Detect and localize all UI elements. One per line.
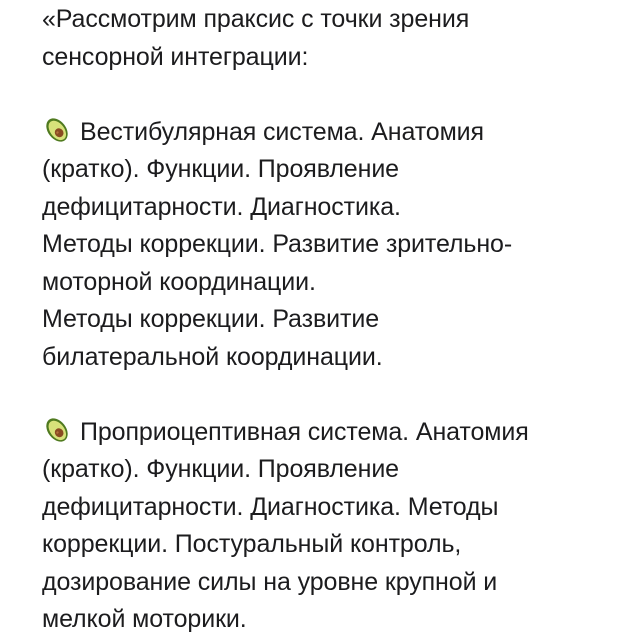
avocado-icon [42,117,72,143]
section-2-line-6: мелкой моторики. [42,605,247,633]
section-2-line-3: дефицитарности. Диагностика. Методы [42,492,499,521]
section-2-line-2: (кратко). Функции. Проявление [42,455,399,483]
section-2-line-5: дозирование силы на уровне крупной и [42,567,498,596]
section-1-line-2: (кратко). Функции. Проявление [42,155,399,183]
section-1-line-7: билатеральной координации. [42,342,383,371]
section-1-line-3: дефицитарности. Диагностика. [42,192,401,221]
section-2-line-4: коррекции. Постуральный контроль, [42,530,462,558]
section-1-line-4: Методы коррекции. Развитие зрительно- [42,230,513,258]
section-1-line-1 [42,114,602,152]
intro-line-2: сенсорной интеграции: [42,42,309,71]
avocado-icon [42,417,72,443]
paragraph-gap [42,76,602,114]
section-1-title: Вестибулярная система. Анатомия [80,117,484,146]
section-1-line-6: Методы коррекции. Развитие [42,305,380,333]
paragraph-gap [42,376,602,414]
section-1-line-5: моторной координации. [42,267,316,296]
intro-line-1: «Рассмотрим праксис с точки зрения [42,5,470,33]
section-2-title: Проприоцептивная система. Анатомия [80,417,529,446]
section-2-line-1 [42,414,602,452]
document-body [42,1,602,639]
